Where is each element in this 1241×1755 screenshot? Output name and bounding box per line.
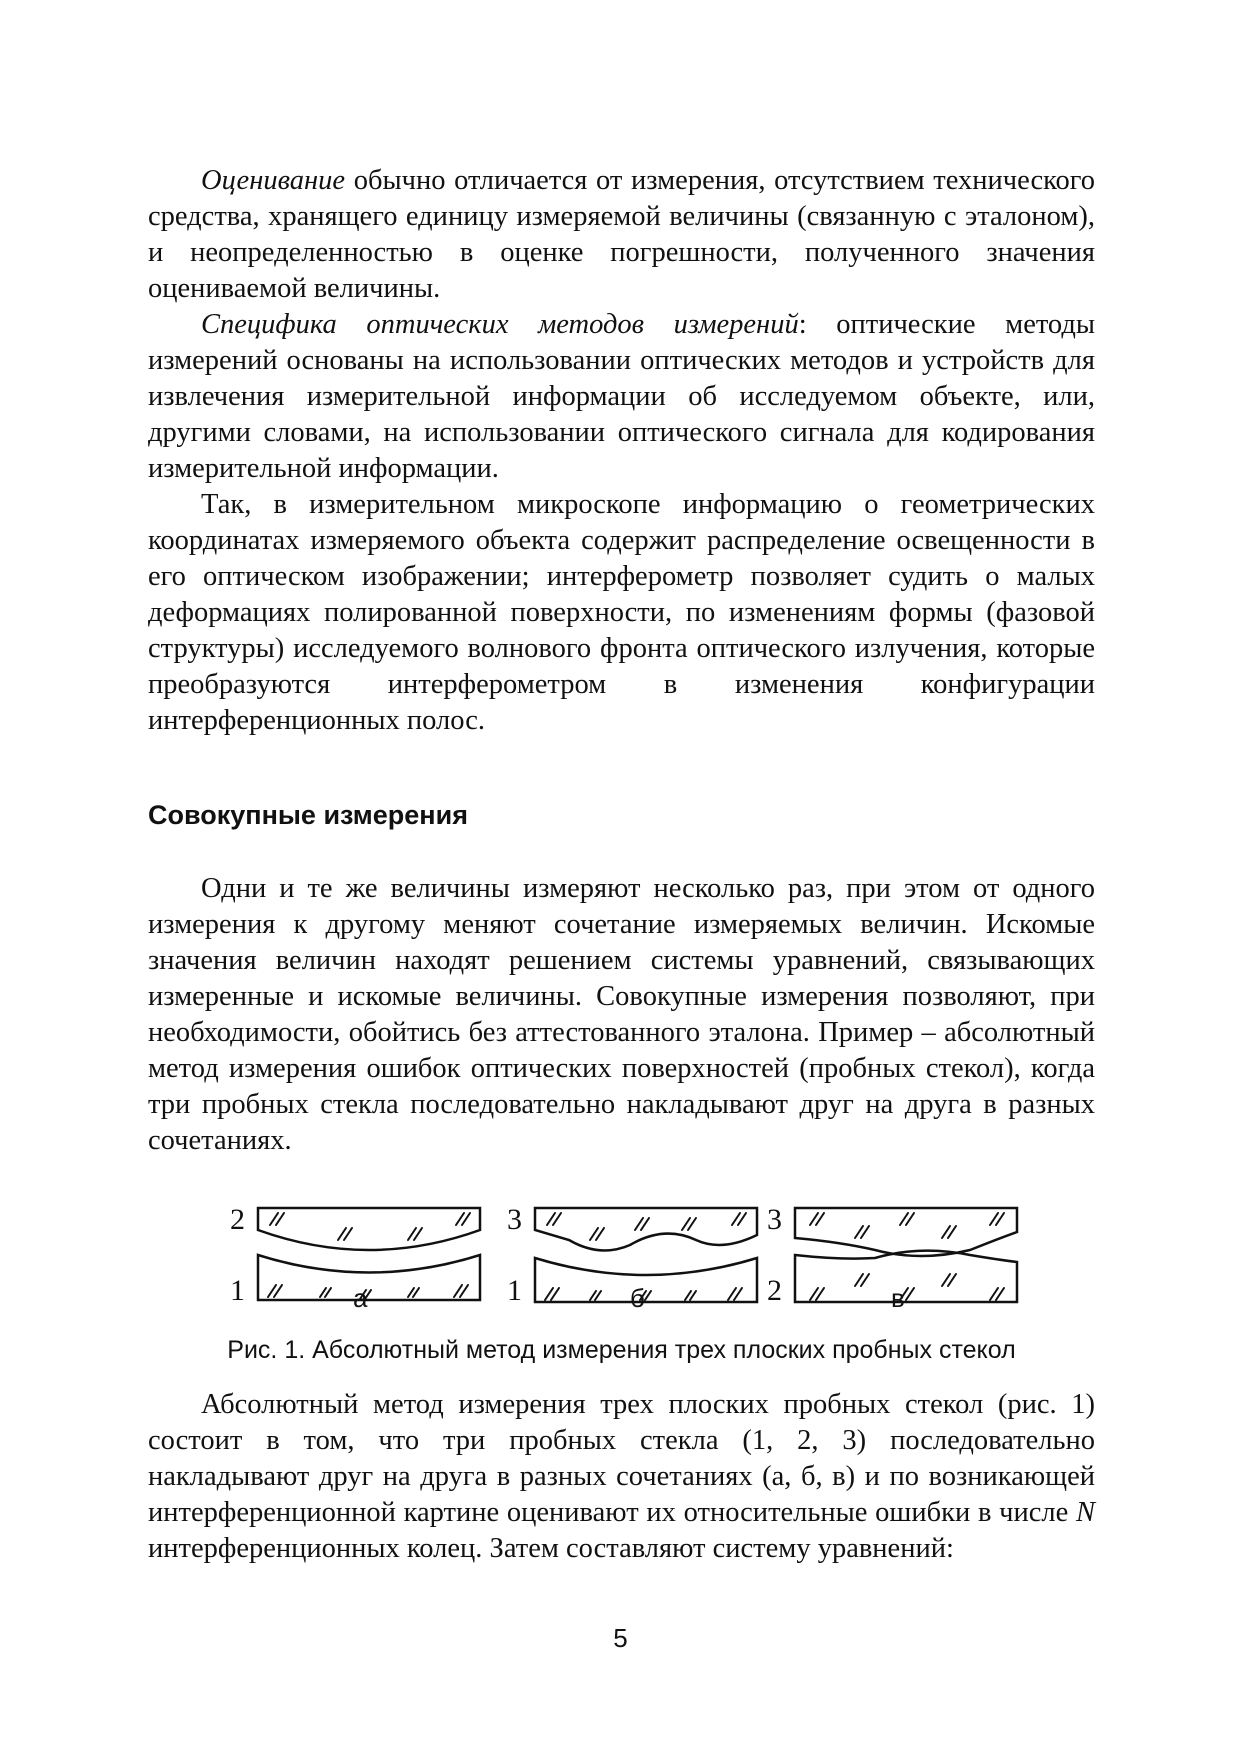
panel-v-glasses [795,1208,1017,1302]
panel-b-top-label: 3 [507,1203,522,1236]
panel-b-glasses [535,1208,757,1302]
paragraph-estimation [148,163,1095,307]
paragraph-microscope: Так, в измерительном микроскопе информацию о геометрических координатах измеряемого объекта содержит распределение освещенности в его оптическом изображении; интерферометр позволяет судить о малых деформациях полированной поверхности, по изменениям формы (фазовой структуры) исследуемого волнового фронта оптического излучения, которые преобразуются интерферометром в изменения конфигурации интерференционных полос. [148,489,1095,736]
paragraph-optical-specifics [148,307,1095,487]
figure-caption: Рис. 1. Абсолютный метод измерения трех плоских пробных стекол [227,1336,1016,1364]
paragraph-absolute-method-text-a: Абсолютный метод измерения трех плоских пробных стекол (рис. 1) состоит в том, что три пробных стекла (1, 2, 3) последовательно накладывают друг на друга в разных сочетаниях (а, б, в) и по возникающей интерференционной картине оценивают их относительные ошибки в числе [148,1389,1095,1528]
panel-a-hatching [268,1213,470,1299]
top-text-block [148,163,1095,739]
page-number: 5 [613,1623,628,1653]
panel-a-letter: а [353,1283,368,1313]
panel-a-glasses [258,1208,480,1300]
section-text-block [148,871,1095,1159]
panel-a-top-label: 2 [230,1203,245,1236]
paragraph-estimation-text: обычно отличается от измерения, отсутствием технического средства, хранящего единицу измеряемой величины (связанную с эталоном), и неопределенностью в оценке погрешности, полученного значения оцениваемой величины. [148,165,1095,304]
term-estimation: Оценивание [201,165,346,196]
panel-b-bottom-label: 1 [507,1274,522,1307]
panel-v-bottom-label: 2 [767,1274,782,1307]
paragraph-absolute-method [148,1387,1095,1567]
term-optical-specifics: Специфика оптических методов измерений [201,309,799,340]
variable-n: N [1075,1497,1095,1528]
panel-a-bottom-label: 1 [230,1274,245,1307]
panel-v-bottom-glass [795,1251,1017,1302]
panel-v-letter: в [891,1283,905,1313]
paragraph-joint-measurements: Одни и те же величины измеряют несколько раз, при этом от одного измерения к другому меняют сочетание измеряемых величин. Искомые значения величин находят решением системы уравнений, связывающих измеренные и искомые величины. Совокупные измерения позволяют, при необходимости, обойтись без аттестованного эталона. Пример – абсолютный метод измерения ошибок оптических поверхностей (пробных стекол), когда три пробных стекла последовательно накладывают друг на друга в разных сочетаниях. [148,873,1095,1156]
panel-b-bottom-glass [535,1258,757,1302]
panel-a-top-glass [258,1208,480,1250]
bottom-text-block [148,1387,1095,1567]
panel-b-hatching [545,1213,746,1300]
paragraph-optical-specifics-text: : оптические методы измерений основаны на использовании оптических методов и устройств для извлечения измерительной информации об исследуемом объекте, или, другими словами, на использовании оптического сигнала для кодирования измерительной информации. [148,309,1095,484]
panel-b-top-glass [535,1208,757,1250]
section-heading: Совокупные измерения [148,800,468,830]
panel-v-top-label: 3 [767,1203,782,1236]
paragraph-absolute-method-text-b: интерференционных колец. Затем составляют систему уравнений: [148,1533,954,1564]
panel-b-letter: б [630,1283,645,1313]
